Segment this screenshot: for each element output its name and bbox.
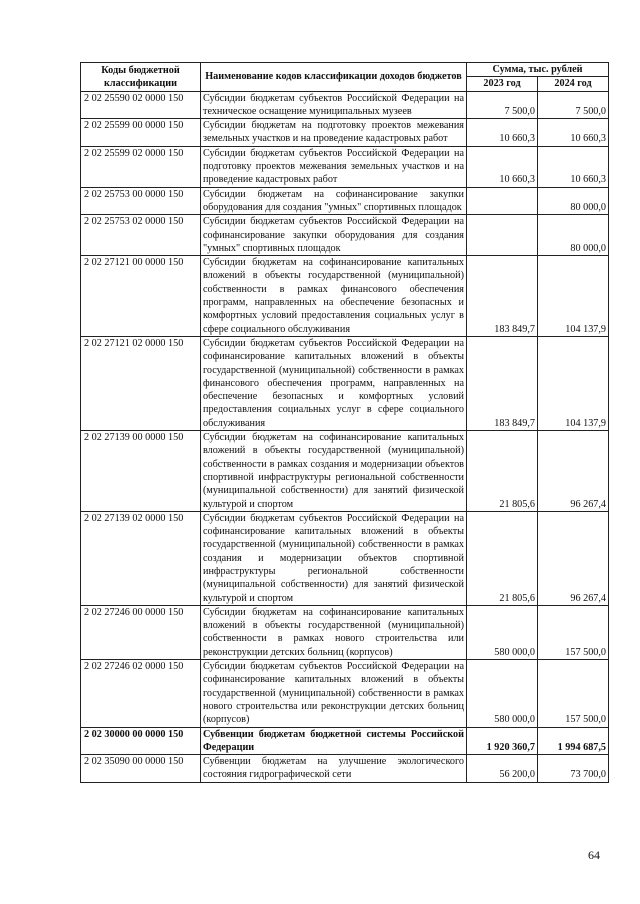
row-value-2023: 183 849,7 — [467, 336, 538, 430]
row-name: Субсидии бюджетам на софинансирование закупки оборудования для создания "умных" спортивных площадок — [201, 187, 467, 215]
row-code: 2 02 25753 00 0000 150 — [81, 187, 201, 215]
row-value-2024: 73 700,0 — [538, 755, 609, 783]
row-code: 2 02 27121 02 0000 150 — [81, 336, 201, 430]
budget-table-container — [80, 62, 608, 783]
row-value-2023: 56 200,0 — [467, 755, 538, 783]
row-value-2024: 157 500,0 — [538, 660, 609, 727]
row-code: 2 02 27139 00 0000 150 — [81, 431, 201, 512]
row-value-2024: 1 994 687,5 — [538, 727, 609, 755]
row-value-2024: 157 500,0 — [538, 605, 609, 659]
table-row — [81, 511, 609, 605]
row-code: 2 02 27246 00 0000 150 — [81, 605, 201, 659]
row-name: Субсидии бюджетам на подготовку проектов межевания земельных участков и на проведение кадастровых работ — [201, 119, 467, 147]
row-value-2024: 104 137,9 — [538, 256, 609, 337]
table-row — [81, 91, 609, 119]
row-value-2023 — [467, 215, 538, 256]
row-name: Субсидии бюджетам субъектов Российской Федерации на софинансирование закупки оборудования для создания "умных" спортивных площадок — [201, 215, 467, 256]
row-name: Субвенции бюджетам на улучшение экологического состояния гидрографической сети — [201, 755, 467, 783]
row-value-2024: 80 000,0 — [538, 215, 609, 256]
header-year-2024: 2024 год — [538, 77, 609, 91]
header-sum: Сумма, тыс. рублей — [467, 63, 609, 77]
table-row — [81, 215, 609, 256]
row-name: Субсидии бюджетам субъектов Российской Федерации на софинансирование капитальных вложений в объекты государственной (муниципальной) собственности в рамках финансового обеспечения программ, направленных на обеспечение безопасных и комфортных условий предоставления социальных услуг в сфере социального обслуживания — [201, 336, 467, 430]
row-value-2023 — [467, 187, 538, 215]
row-name: Субсидии бюджетам на софинансирование капитальных вложений в объекты государственной (муниципальной) собственности в рамках финансового обеспечения программ, направленных на обеспечение безопасных и комфортных условий предоставления социальных услуг в сфере социального обслуживания — [201, 256, 467, 337]
row-name: Субсидии бюджетам субъектов Российской Федерации на техническое оснащение муниципальных музеев — [201, 91, 467, 119]
row-code: 2 02 25753 02 0000 150 — [81, 215, 201, 256]
row-value-2024: 7 500,0 — [538, 91, 609, 119]
row-name: Субсидии бюджетам на софинансирование капитальных вложений в объекты государственной (муниципальной) собственности в рамках нового строительства или реконструкции детских больниц (корпусов) — [201, 605, 467, 659]
row-name: Субсидии бюджетам субъектов Российской Федерации на софинансирование капитальных вложений в объекты государственной (муниципальной) собственности в рамках создания и модернизации объектов спортивной инфраструктуры региональной собственности (муниципальной собственности) для занятий физической культурой и спортом — [201, 511, 467, 605]
row-value-2023: 580 000,0 — [467, 605, 538, 659]
row-value-2024: 80 000,0 — [538, 187, 609, 215]
table-row — [81, 146, 609, 187]
row-value-2023: 7 500,0 — [467, 91, 538, 119]
row-value-2023: 183 849,7 — [467, 256, 538, 337]
row-name: Субвенции бюджетам бюджетной системы Российской Федерации — [201, 727, 467, 755]
row-value-2024: 104 137,9 — [538, 336, 609, 430]
row-name: Субсидии бюджетам субъектов Российской Федерации на софинансирование капитальных вложений в объекты государственной (муниципальной) собственности в рамках нового строительства или реконструкции детских больниц (корпусов) — [201, 660, 467, 727]
header-year-2023: 2023 год — [467, 77, 538, 91]
table-row — [81, 336, 609, 430]
table-row — [81, 660, 609, 727]
row-name: Субсидии бюджетам субъектов Российской Федерации на подготовку проектов межевания земельных участков и на проведение кадастровых работ — [201, 146, 467, 187]
header-row-1 — [81, 63, 609, 77]
row-value-2024: 10 660,3 — [538, 119, 609, 147]
table-row — [81, 187, 609, 215]
row-code: 2 02 25590 02 0000 150 — [81, 91, 201, 119]
row-value-2023: 21 805,6 — [467, 431, 538, 512]
page-number: 64 — [588, 848, 600, 862]
table-row — [81, 727, 609, 755]
row-code: 2 02 27246 02 0000 150 — [81, 660, 201, 727]
row-value-2023: 10 660,3 — [467, 119, 538, 147]
header-codes: Коды бюджетной классификации — [81, 63, 201, 92]
row-code: 2 02 30000 00 0000 150 — [81, 727, 201, 755]
table-row — [81, 119, 609, 147]
row-value-2023: 580 000,0 — [467, 660, 538, 727]
row-value-2023: 21 805,6 — [467, 511, 538, 605]
table-row — [81, 755, 609, 783]
row-code: 2 02 35090 00 0000 150 — [81, 755, 201, 783]
row-code: 2 02 25599 00 0000 150 — [81, 119, 201, 147]
row-code: 2 02 27121 00 0000 150 — [81, 256, 201, 337]
row-code: 2 02 27139 02 0000 150 — [81, 511, 201, 605]
row-value-2024: 10 660,3 — [538, 146, 609, 187]
table-row — [81, 431, 609, 512]
row-name: Субсидии бюджетам на софинансирование капитальных вложений в объекты государственной (муниципальной) собственности в рамках создания и модернизации объектов спортивной инфраструктуры региональной собственности (муниципальной собственности) для занятий физической культурой и спортом — [201, 431, 467, 512]
table-row — [81, 605, 609, 659]
table-body — [81, 91, 609, 782]
row-code: 2 02 25599 02 0000 150 — [81, 146, 201, 187]
row-value-2023: 1 920 360,7 — [467, 727, 538, 755]
row-value-2024: 96 267,4 — [538, 431, 609, 512]
header-names: Наименование кодов классификации доходов бюджетов — [201, 63, 467, 92]
budget-table — [80, 62, 609, 783]
row-value-2023: 10 660,3 — [467, 146, 538, 187]
table-row — [81, 256, 609, 337]
row-value-2024: 96 267,4 — [538, 511, 609, 605]
